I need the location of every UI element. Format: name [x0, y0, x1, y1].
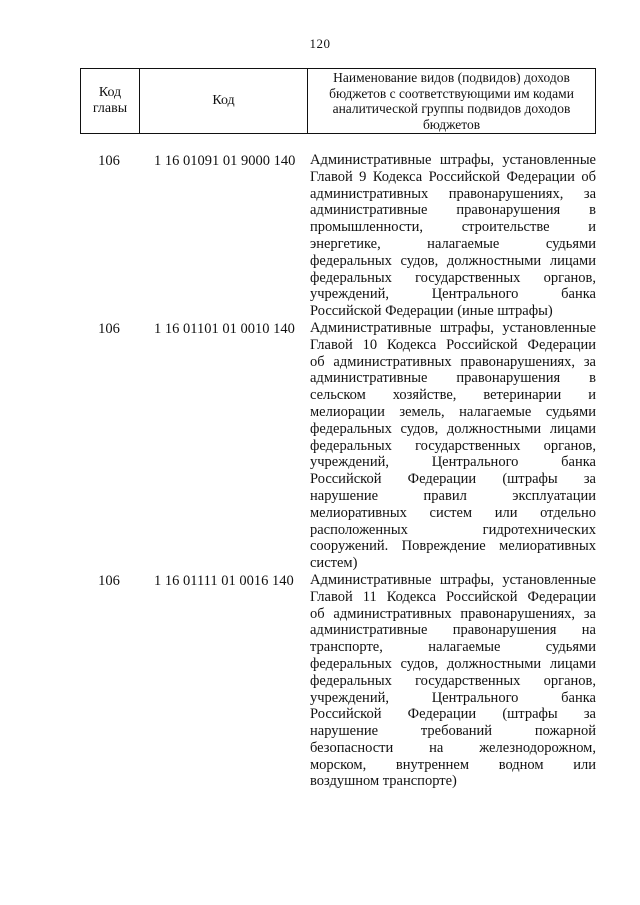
row-name-line: Административные штрафы, установленные	[310, 319, 596, 336]
row-name	[306, 152, 596, 320]
table-row	[80, 152, 596, 320]
row-code: 1 16 01091 01 9000 140	[154, 153, 296, 169]
table-row	[80, 572, 596, 790]
row-name-line: федеральных судов, должностными лицами	[310, 655, 596, 672]
row-name-line: Российской Федерации (штрафы за	[310, 471, 596, 488]
row-code: 1 16 01101 01 0010 140	[154, 320, 295, 337]
row-name-line: нарушение требований пожарной	[310, 723, 596, 740]
row-name-line: сооружений. Повреждение мелиоративных	[310, 538, 596, 555]
row-name-line: энергетике, налагаемые судьями	[310, 235, 596, 252]
row-name	[306, 572, 596, 790]
row-name-line: административные правонарушения в	[310, 202, 596, 219]
table-row	[80, 320, 596, 572]
row-name-line: Российской Федерации (штрафы за	[310, 706, 596, 723]
row-name-line: расположенных гидротехнических	[310, 521, 596, 538]
row-name-line: об административных правонарушениях, за	[310, 605, 596, 622]
row-name-line: федеральных государственных органов,	[310, 672, 596, 689]
row-name-line: административных правонарушениях, за	[310, 185, 596, 202]
row-chapter-code: 106	[98, 153, 120, 169]
header-chapter-code: Код главы	[92, 85, 128, 116]
row-name-line: нарушение правил эксплуатации	[310, 487, 596, 504]
row-name-line: мелиоративных систем или отдельно	[310, 504, 596, 521]
row-name-line: систем)	[310, 555, 358, 572]
row-name-line: Российской Федерации (иные штрафы)	[310, 303, 553, 320]
row-chapter-code: 106	[98, 320, 120, 337]
page-number: 120	[309, 36, 331, 51]
table-body	[80, 152, 596, 790]
row-name-line: учреждений, Центрального банка	[310, 454, 596, 471]
row-name-line: административные правонарушения на	[310, 622, 596, 639]
row-name-line: федеральных государственных органов,	[310, 269, 596, 286]
table-header	[80, 68, 596, 134]
row-chapter-code: 106	[98, 572, 120, 589]
header-name: Наименование видов (подвидов) доходов бюджетов с соответствующими им кодами аналитической группы подвидов доходов бюджетов	[307, 69, 595, 133]
header-code: Код	[139, 69, 307, 133]
row-name-line: Главой 10 Кодекса Российской Федерации	[310, 336, 596, 353]
row-name-line: административные правонарушения в	[310, 370, 596, 387]
row-name-line: федеральных судов, должностными лицами	[310, 420, 596, 437]
row-name-line: воздушном транспорте)	[310, 773, 457, 790]
row-name-line: Главой 11 Кодекса Российской Федерации	[310, 588, 596, 605]
row-name-line: учреждений, Центрального банка	[310, 689, 596, 706]
row-name-line: Административные штрафы, установленные	[310, 152, 596, 168]
row-name-line: транспорте, налагаемые судьями	[310, 639, 596, 656]
row-name-line: Главой 9 Кодекса Российской Федерации об	[310, 168, 596, 185]
row-name-line: морском, внутреннем водном или	[310, 756, 596, 773]
row-name-line: Административные штрафы, установленные	[310, 571, 596, 588]
row-name-line: безопасности на железнодорожном,	[310, 739, 596, 756]
row-name-line: учреждений, Центрального банка	[310, 286, 596, 303]
row-name-line: федеральных государственных органов,	[310, 437, 596, 454]
row-name-line: об административных правонарушениях, за	[310, 353, 596, 370]
row-code: 1 16 01111 01 0016 140	[154, 572, 294, 589]
row-name-line: сельском хозяйстве, ветеринарии и	[310, 387, 596, 404]
row-name	[306, 320, 596, 572]
row-name-line: промышленности, строительстве и	[310, 219, 596, 236]
row-name-line: мелиорации земель, налагаемые судьями	[310, 403, 596, 420]
row-name-line: федеральных судов, должностными лицами	[310, 252, 596, 269]
